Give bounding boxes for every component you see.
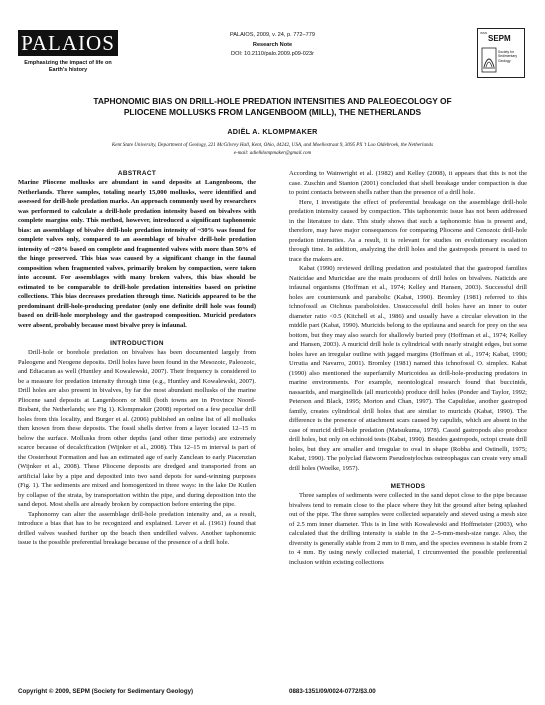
copyright-notice: Copyright © 2009, SEPM (Society for Sedimentary Geology) — [18, 688, 194, 695]
methods-heading: METHODS — [390, 483, 426, 490]
tagline-line-1: Emphasizing the impact of life on — [24, 60, 112, 66]
note-type: Research Note — [252, 41, 293, 48]
sepm-emblem-icon — [481, 47, 497, 73]
journal-tagline — [12, 60, 124, 74]
doi[interactable]: DOI: 10.2110/palo.2009.p09-023r — [231, 51, 314, 58]
author-affiliation: Kent State University, Department of Geology, 221 McGilvrey Hall, Kent, Ohio, 44242, USA, and Moellestraat 9, 3095 PX ’t Loo Oldebroek, the Netherlands — [111, 142, 434, 148]
left-column — [18, 169, 256, 548]
article-title — [40, 96, 505, 118]
body-paragraph: According to Wainwright et al. (1982) and Kelley (2008), it appears that this is not the case. Zuschin and Stanton (2001) concluded that shell breakage under compaction is due to point contacts between shells rather than the presence of a drill hole. — [289, 170, 527, 196]
tagline-line-2: Earth’s history — [48, 67, 88, 73]
journal-logo: PALAIOS — [18, 30, 118, 56]
sepm-issn: ISSN — [480, 31, 488, 35]
methods-paragraph: Three samples of sediments were collected in the sand depot close to the pipe because bivalves tend to remain close to the place where they hit the ground after being splashed out of the pipe. The three samples were collected separately and sieved using a mesh size of 2.5 mm inner diameter. This is in line with Kowalewski and Hoffmeister (2003), who calculated that the drilling intensity is stable in the 2–5-mm-mesh-size range. Also, the diversity is generally stable from 2 mm to 8 mm, and the species evenness is stable from 2 to 4 mm. By using newly collected material, I circumvented the possible preferential inclusion within existing collections — [289, 492, 527, 566]
sepm-word: SEPM — [488, 34, 511, 43]
citation-block — [190, 31, 355, 60]
author-email[interactable]: adielklompmaker@gmail.com — [249, 150, 312, 156]
title-line: TAPHONOMIC BIAS ON DRILL-HOLE PREDATION INTENSITIES AND PALEOECOLOGY OF — [93, 96, 452, 106]
right-column — [289, 169, 527, 567]
abstract-text: Marine Pliocene mollusks are abundant in sand deposits at Langenboom, the Netherlands. Three samples, totaling nearly 15,000 mollusks, were identified and assessed for drill-hole predation marks. An approach commonly used by researchers was performed to calculate a drill-hole predation intensity based on bivalves with complete margins only. This method, however, introduced a significant taphonomic bias: an assemblage of bivalve drill-hole predation intensity of ~30% was found for complete valves only, compared to an assemblage of bivalve drill-hole predation intensity of ~20% based on complete and fragmented valves with more than 50% of the hinge preserved. This bias was caused by a significant change in the faunal composition when fragmented valves, primarily broken by compaction, were taken into account. For assemblages with many broken valves, this bias should be estimated to be comparable to drill-hole predation intensities based on pristine collections. This bias decreases predation through time. Naticids appeared to be the predominant drill-hole-producing predator (only one definite drill hole was found) based on drill-hole morphology and the gastropod composition. Muricid predators were absent, probably because most bivalve prey is infaunal. — [18, 179, 256, 329]
introduction-heading: INTRODUCTION — [110, 340, 164, 347]
intro-paragraph: Drill-hole or borehole predation on bivalves has been documented largely from Paleogene and Neogene deposits. Drill holes have been found in the Mesozoic, Paleozoic, and Ediacaran as well (Huntley and Kowalewski, 2007). Their frequency is considered to be a measure for predation intensity through time (e.g., Huntley and Kowalewski, 2007). Drill holes are also present in bivalves, by far the most abundant mollusks of the marine Pliocene sand deposits at Langenboom or Mill (both towns are in Province Noord-Brabant, the Netherlands; see Fig 1). Klompmaker (2008) reported on a few peculiar drill holes from this locality, and Burger et al. (2006) published an online list of all mollusks then known from these deposits. The fossil shells derive from a layer located 12–15 m below the surface. Mollusks from other depths (and other time periods) are extremely scarce because of decalcification (Wijnker et al., 2008). This 12–15 m interval is part of the Oosterhout Formation and has an estimated age of early Zanclean to early Piacenzian (Wijnker et al., 2008). These Pliocene deposits are dredged and transported from an artificial lake by a pipe and deposited into two sand depots for sand-winning purposes (Fig. 1). The sediments are mixed and homogenized in three ways: in the lake De Kuilen by collapse of the strata, by transportation within the pipe, and during deposition into the sand depot. Most shells are already broken by compaction before entering the pipe. — [18, 349, 256, 508]
email-label: e-mail: — [233, 150, 249, 156]
author-name: ADIËL A. KLOMPMAKER — [227, 127, 318, 136]
citation: PALAIOS, 2009, v. 24, p. 772–779 — [229, 32, 315, 38]
sepm-logo — [477, 28, 525, 78]
author-email-line — [20, 149, 525, 157]
sepm-subtitle: Society for Sedimentary Geology — [498, 50, 518, 63]
body-paragraph: Here, I investigate the effect of preferential breakage on the assemblage drill-hole predation intensity caused by compaction. This taphonomic issue has not been addressed in the literature to date. This study shows that such a taphonomic bias is present and, therefore, may have major consequences for comparing Pliocene and Cenozoic drill-hole predation intensities. As a result, it is relevant for studies on evolutionary escalation through time. In addition, analyzing the drill holes and the gastropods present is used to trace the makers are. — [289, 198, 527, 263]
body-paragraph: Kabat (1990) reviewed drilling predation and postulated that the gastropod families Naticidae and Muricidae are the main producers of drill holes on bivalves. Naticids are infaunal organisms (Hoffman et al., 1974; Kelley and Hansen, 2003). Successful drill holes are countersunk and parabolic (Kabat, 1990). Bromley (1981) referred to this ichnofossil as Oichnus paraboloides. Unsuccessful drill holes have an inner to outer diameter ratio <0.5 (Kitchell et al., 1986) and usually have a circular elevation in the middle part (Kabat, 1990). Muricids belong to the epifauna and search for prey on the sea bottom, but they may also search for shallowly buried prey (Hoffman et al., 1974; Kelley and Hansen, 2003). A muricid drill hole is cylindrical with nearly straight edges, but some holes have an irregular outline with jagged margins (Hoffman et al., 1974; Kabat, 1990; Urrutia and Navarro, 2001). Bromley (1981) named this ichnofossil O. simplex. Kabat (1990) also mentioned the superfamily Muricoidea as drill-hole-producing predators in marine environments. For example, neontological research found that buccinids, nassariids, and marginellids (all muricoids) produce drill holes (Ponder and Taylor, 1992; Peterson and Black, 1995; Morton and Chan, 1997). The Capulidae, another gastropod family, creates cylindrical drill holes that are similar to muricids (Kabat, 1990). The difference is the presence of attachment scars caused by capulids, which are absent in the case of muricid drill-hole predation (Matsukuma, 1978). Cassid gastropods also produce drill holes, but only on echinoid tests (Kabat, 1990). Besides gastropods, octopi create drill holes, but they are smaller and irregular to oval in shape (Robba and Ostinelli, 1975; Kabat, 1990). The polyclad flatworm Pseudostylochus ostreophagus can create very small drill holes (Woelke, 1957). — [289, 265, 528, 472]
issn-code: 0883-1351/09/0024-0772/$3.00 — [289, 688, 376, 695]
title-line: PLIOCENE MOLLUSKS FROM LANGENBOOM (MILL), THE NETHERLANDS — [123, 107, 422, 117]
intro-paragraph: Taphonomy can alter the assemblage drill-hole predation intensity and, as a result, introduce a bias that has to be recognized and explained. Lever et al. (1961) found that drilled valves washed further up the beach then undrilled valves. Another taphonomic issue is the possible preferential breakage because of the presence of a drill hole. — [18, 510, 256, 546]
abstract-heading: ABSTRACT — [117, 170, 157, 177]
